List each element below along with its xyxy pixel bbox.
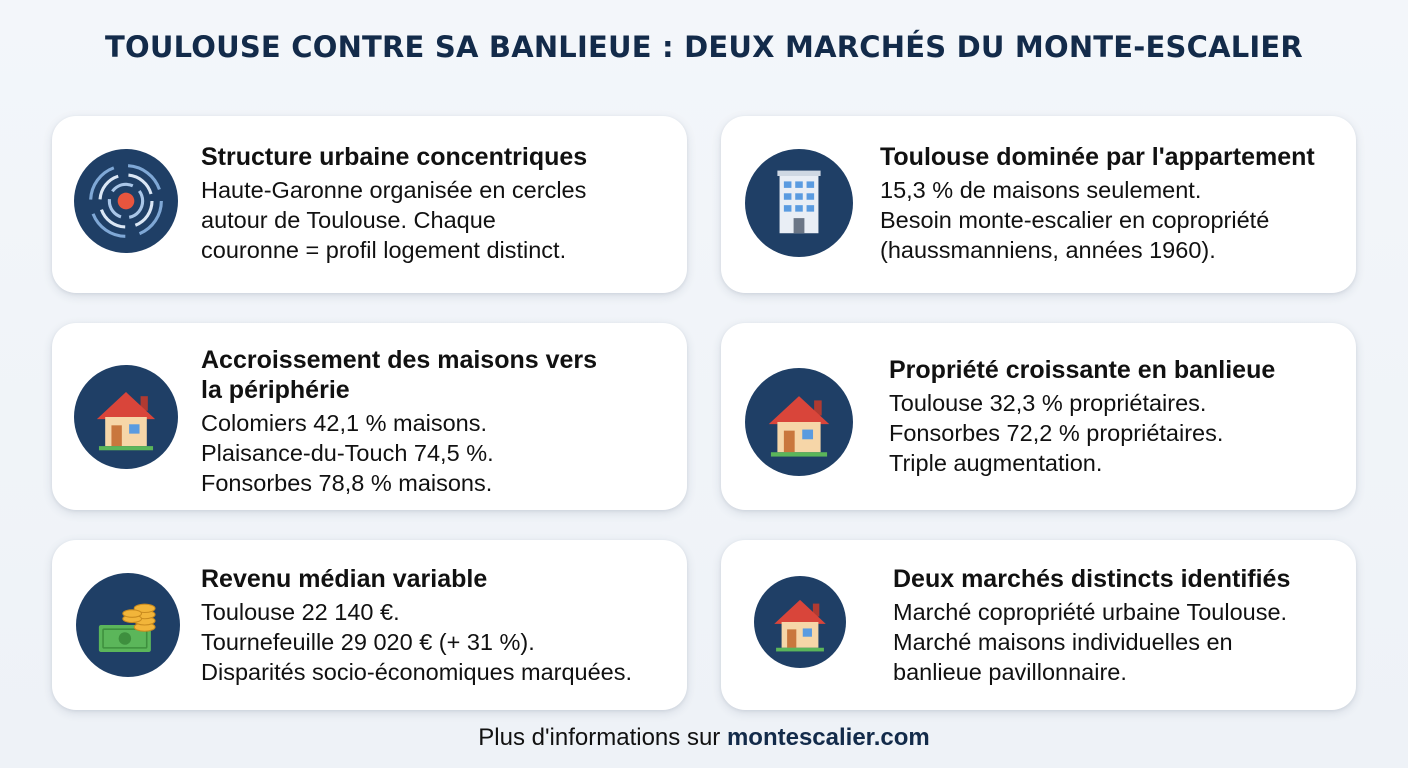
page-title: TOULOUSE CONTRE SA BANLIEUE : DEUX MARCHÉS DU MONTE-ESCALIER bbox=[105, 30, 1303, 64]
apartment-building-icon bbox=[745, 149, 853, 257]
card-body: Colomiers 42,1 % maisons. Plaisance-du-Touch 74,5 %. Fonsorbes 78,8 % maisons. bbox=[201, 410, 494, 496]
card-urban-structure bbox=[52, 116, 687, 293]
money-coins-icon bbox=[76, 573, 180, 677]
card-title: Accroissement des maisons vers la périphérie bbox=[201, 346, 598, 404]
card-ownership-suburbs bbox=[721, 323, 1356, 510]
house-icon bbox=[745, 368, 853, 476]
footer-text: Plus d'informations sur bbox=[478, 724, 727, 751]
card-title: Deux marchés distincts identifiés bbox=[893, 565, 1291, 593]
card-body: Toulouse 32,3 % propriétaires. Fonsorbes 72,2 % propriétaires. Triple augmentation. bbox=[889, 390, 1224, 476]
card-body: Toulouse 22 140 €. Tournefeuille 29 020 € (+ 31 %). Disparités socio-économiques marquées. bbox=[201, 599, 633, 685]
card-apartment-dominance bbox=[721, 116, 1356, 293]
card-title: Toulouse dominée par l'appartement bbox=[880, 143, 1315, 171]
card-body: Marché copropriété urbaine Toulouse. Marché maisons individuelles en banlieue pavillonnaire. bbox=[893, 599, 1288, 685]
card-title: Propriété croissante en banlieue bbox=[889, 356, 1276, 384]
card-two-markets bbox=[721, 540, 1356, 710]
card-median-income bbox=[52, 540, 687, 710]
footer bbox=[0, 724, 1408, 752]
card-title: Revenu médian variable bbox=[201, 565, 488, 593]
card-body: 15,3 % de maisons seulement. Besoin monte-escalier en copropriété (haussmanniens, années 1960). bbox=[880, 177, 1270, 263]
card-houses-periphery bbox=[52, 323, 687, 510]
footer-link[interactable]: montescalier.com bbox=[726, 724, 930, 751]
card-title: Structure urbaine concentriques bbox=[201, 143, 588, 171]
house-icon bbox=[754, 576, 846, 668]
card-body: Haute-Garonne organisée en cercles autour de Toulouse. Chaque couronne = profil logement distinct. bbox=[201, 177, 587, 263]
concentric-rings-icon bbox=[74, 149, 178, 253]
house-icon bbox=[74, 365, 178, 469]
